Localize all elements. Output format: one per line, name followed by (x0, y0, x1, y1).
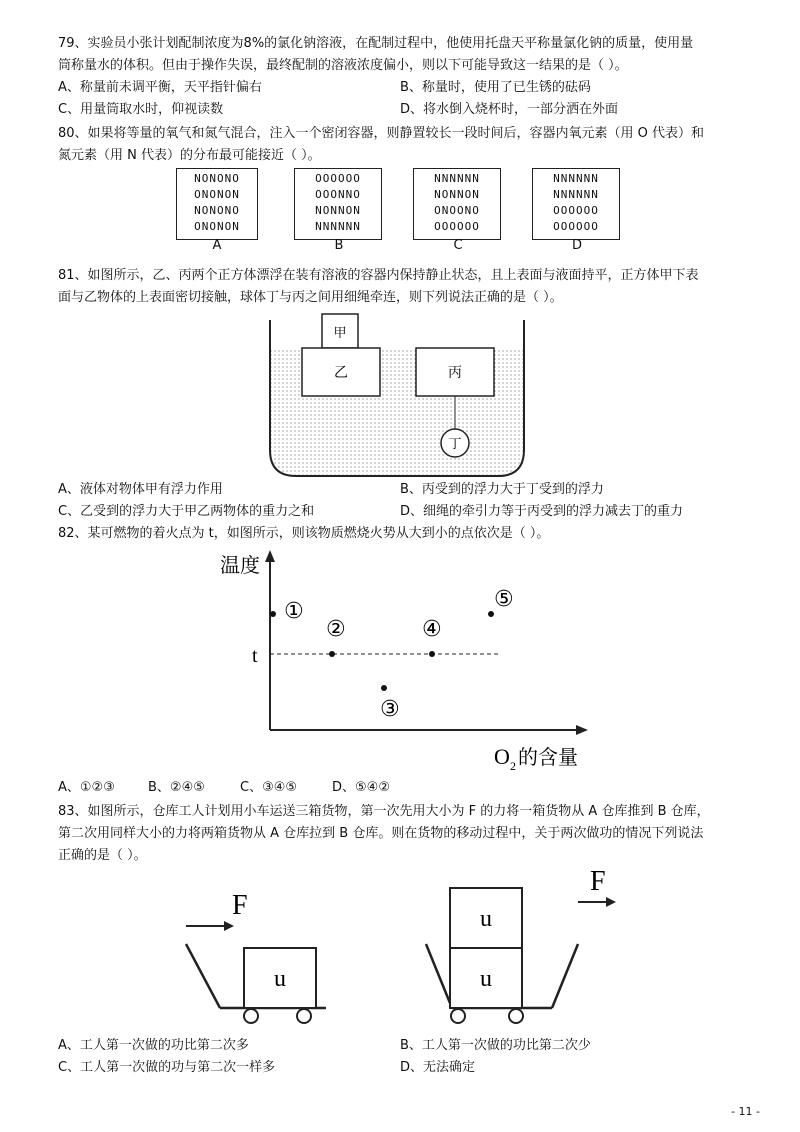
t-label: t (252, 645, 258, 667)
label-ding: 丁 (448, 437, 462, 452)
cart1-wheel-left (244, 1009, 258, 1023)
box-row: OOOOOO (553, 220, 599, 233)
cart2-force-label: F (590, 868, 606, 897)
label-yi: 乙 (334, 365, 348, 381)
box-row: NONNON (315, 204, 361, 217)
q83-cart-figure (176, 868, 616, 1028)
cart2-force-arrowhead (606, 897, 616, 907)
q82-option-c: C、③④⑤ (240, 780, 298, 795)
cart2-top-box-label: u (480, 906, 492, 932)
box-row: NNNNNN (553, 172, 599, 185)
cart2-bottom-box-label: u (480, 966, 492, 992)
q81-option-a: A、液体对物体甲有浮力作用 (58, 482, 223, 497)
box-row: ONONON (194, 188, 240, 201)
q83-stem-line3: 正确的是（ ）。 (58, 848, 147, 863)
q81-stem-line2: 面与乙物体的上表面密切接触，球体丁与丙之间用细绳牵连，则下列说法正确的是（ ）。 (58, 290, 563, 305)
box-row: ONONON (194, 220, 240, 233)
q82-option-a: A、①②③ (58, 780, 115, 795)
box-row: NONONO (194, 172, 240, 185)
q79-stem-line2: 筒称量水的体积。但由于操作失误，最终配制的溶液浓度偏小，则以下可能导致这一结果的是（ ）。 (58, 58, 628, 73)
q82-option-b: B、②④⑤ (148, 780, 205, 795)
point-2 (329, 651, 335, 657)
q80-stem-line2: 氮元素（用 N 代表）的分布最可能接近（ ）。 (58, 148, 321, 163)
label-bing: 丙 (448, 365, 462, 381)
cart2-handle (552, 944, 578, 1008)
cart1-force-label: F (232, 890, 248, 921)
q79-option-d: D、将水倒入烧杯时，一部分洒在外面 (400, 102, 619, 117)
q83-stem-line1: 83、如图所示，仓库工人计划用小车运送三箱货物，第一次先用大小为 F 的力将一箱货物从 A 仓库推到 B 仓库， (58, 804, 710, 819)
q81-option-b: B、丙受到的浮力大于丁受到的浮力 (400, 482, 604, 497)
x-axis-label-o: O (494, 744, 510, 769)
label-jia: 甲 (333, 326, 347, 341)
box-row: OOONNO (315, 188, 361, 201)
x-axis-arrow (576, 725, 588, 735)
q81-container-figure (262, 310, 532, 482)
point-3 (381, 685, 387, 691)
page-number: - 11 - (731, 1105, 760, 1118)
cart2-left-edge (426, 944, 452, 1008)
label-4: ④ (422, 617, 442, 642)
q80-stem-line1: 80、如果将等量的氧气和氮气混合，注入一个密闭容器，则静置较长一段时间后，容器内氧元素（用 O 代表）和 (58, 126, 705, 141)
q80-box-c (413, 168, 501, 240)
box-row: NNNNNN (553, 188, 599, 201)
q82-stem-line1: 82、某可燃物的着火点为 t，如图所示，则该物质燃烧火势从大到小的点依次是（ ）。 (58, 526, 550, 541)
q81-option-d: D、细绳的牵引力等于丙受到的浮力减去丁的重力 (400, 504, 684, 519)
box-row: NONNON (434, 188, 480, 201)
y-axis-label: 温度 (220, 553, 260, 577)
q80-label-c: C (453, 238, 463, 253)
q82-graph (210, 548, 590, 778)
point-4 (429, 651, 435, 657)
q80-box-a (176, 168, 258, 240)
q83-stem-line2: 第二次用同样大小的力将两箱货物从 A 仓库拉到 B 仓库。则在货物的移动过程中，关于两次做功的情况下列说法 (58, 826, 704, 841)
q79-stem-line1: 79、实验员小张计划配制浓度为8%的氯化钠溶液，在配制过程中，他使用托盘天平称量氯化钠的质量，使用量 (58, 36, 694, 51)
x-axis-label-sub: 2 (510, 759, 516, 773)
y-axis-arrow (265, 550, 275, 562)
q83-option-c: C、工人第一次做的功与第二次一样多 (58, 1060, 276, 1075)
box-row: NNNNNN (315, 220, 361, 233)
cart1-force-arrowhead (224, 921, 234, 931)
q80-label-b: B (334, 238, 344, 253)
cart1-box-label: u (274, 966, 286, 992)
q83-option-d: D、无法确定 (400, 1060, 476, 1075)
q81-option-c: C、乙受到的浮力大于甲乙两物体的重力之和 (58, 504, 315, 519)
q82-option-d: D、⑤④② (332, 780, 390, 795)
cart1-handle (186, 944, 220, 1008)
q83-option-a: A、工人第一次做的功比第二次多 (58, 1038, 249, 1053)
q80-label-d: D (571, 238, 582, 253)
label-1: ① (284, 599, 304, 624)
x-axis-label-rest: 的含量 (518, 745, 578, 769)
q83-option-b: B、工人第一次做的功比第二次少 (400, 1038, 591, 1053)
box-row: ONOONO (434, 204, 480, 217)
box-row: OOOOOO (434, 220, 480, 233)
box-row: OOOOOO (315, 172, 361, 185)
box-row: NONONO (194, 204, 240, 217)
q81-stem-line1: 81、如图所示，乙、丙两个正方体漂浮在装有溶液的容器内保持静止状态，且上表面与液面持平，正方体甲下表 (58, 268, 699, 283)
q80-box-d (532, 168, 620, 240)
box-row: OOOOOO (553, 204, 599, 217)
box-row: NNNNNN (434, 172, 480, 185)
cart2-wheel-left (451, 1009, 465, 1023)
cart1-wheel-right (297, 1009, 311, 1023)
q79-option-a: A、称量前未调平衡，天平指针偏右 (58, 80, 262, 95)
q80-label-a: A (212, 238, 222, 253)
q79-option-c: C、用量筒取水时，仰视读数 (58, 102, 224, 117)
q79-option-b: B、称量时，使用了已生锈的砝码 (400, 80, 591, 95)
cart2-wheel-right (509, 1009, 523, 1023)
label-3: ③ (380, 697, 400, 722)
label-5: ⑤ (494, 587, 514, 612)
label-2: ② (326, 617, 346, 642)
q80-box-b (294, 168, 382, 240)
point-1 (270, 611, 276, 617)
